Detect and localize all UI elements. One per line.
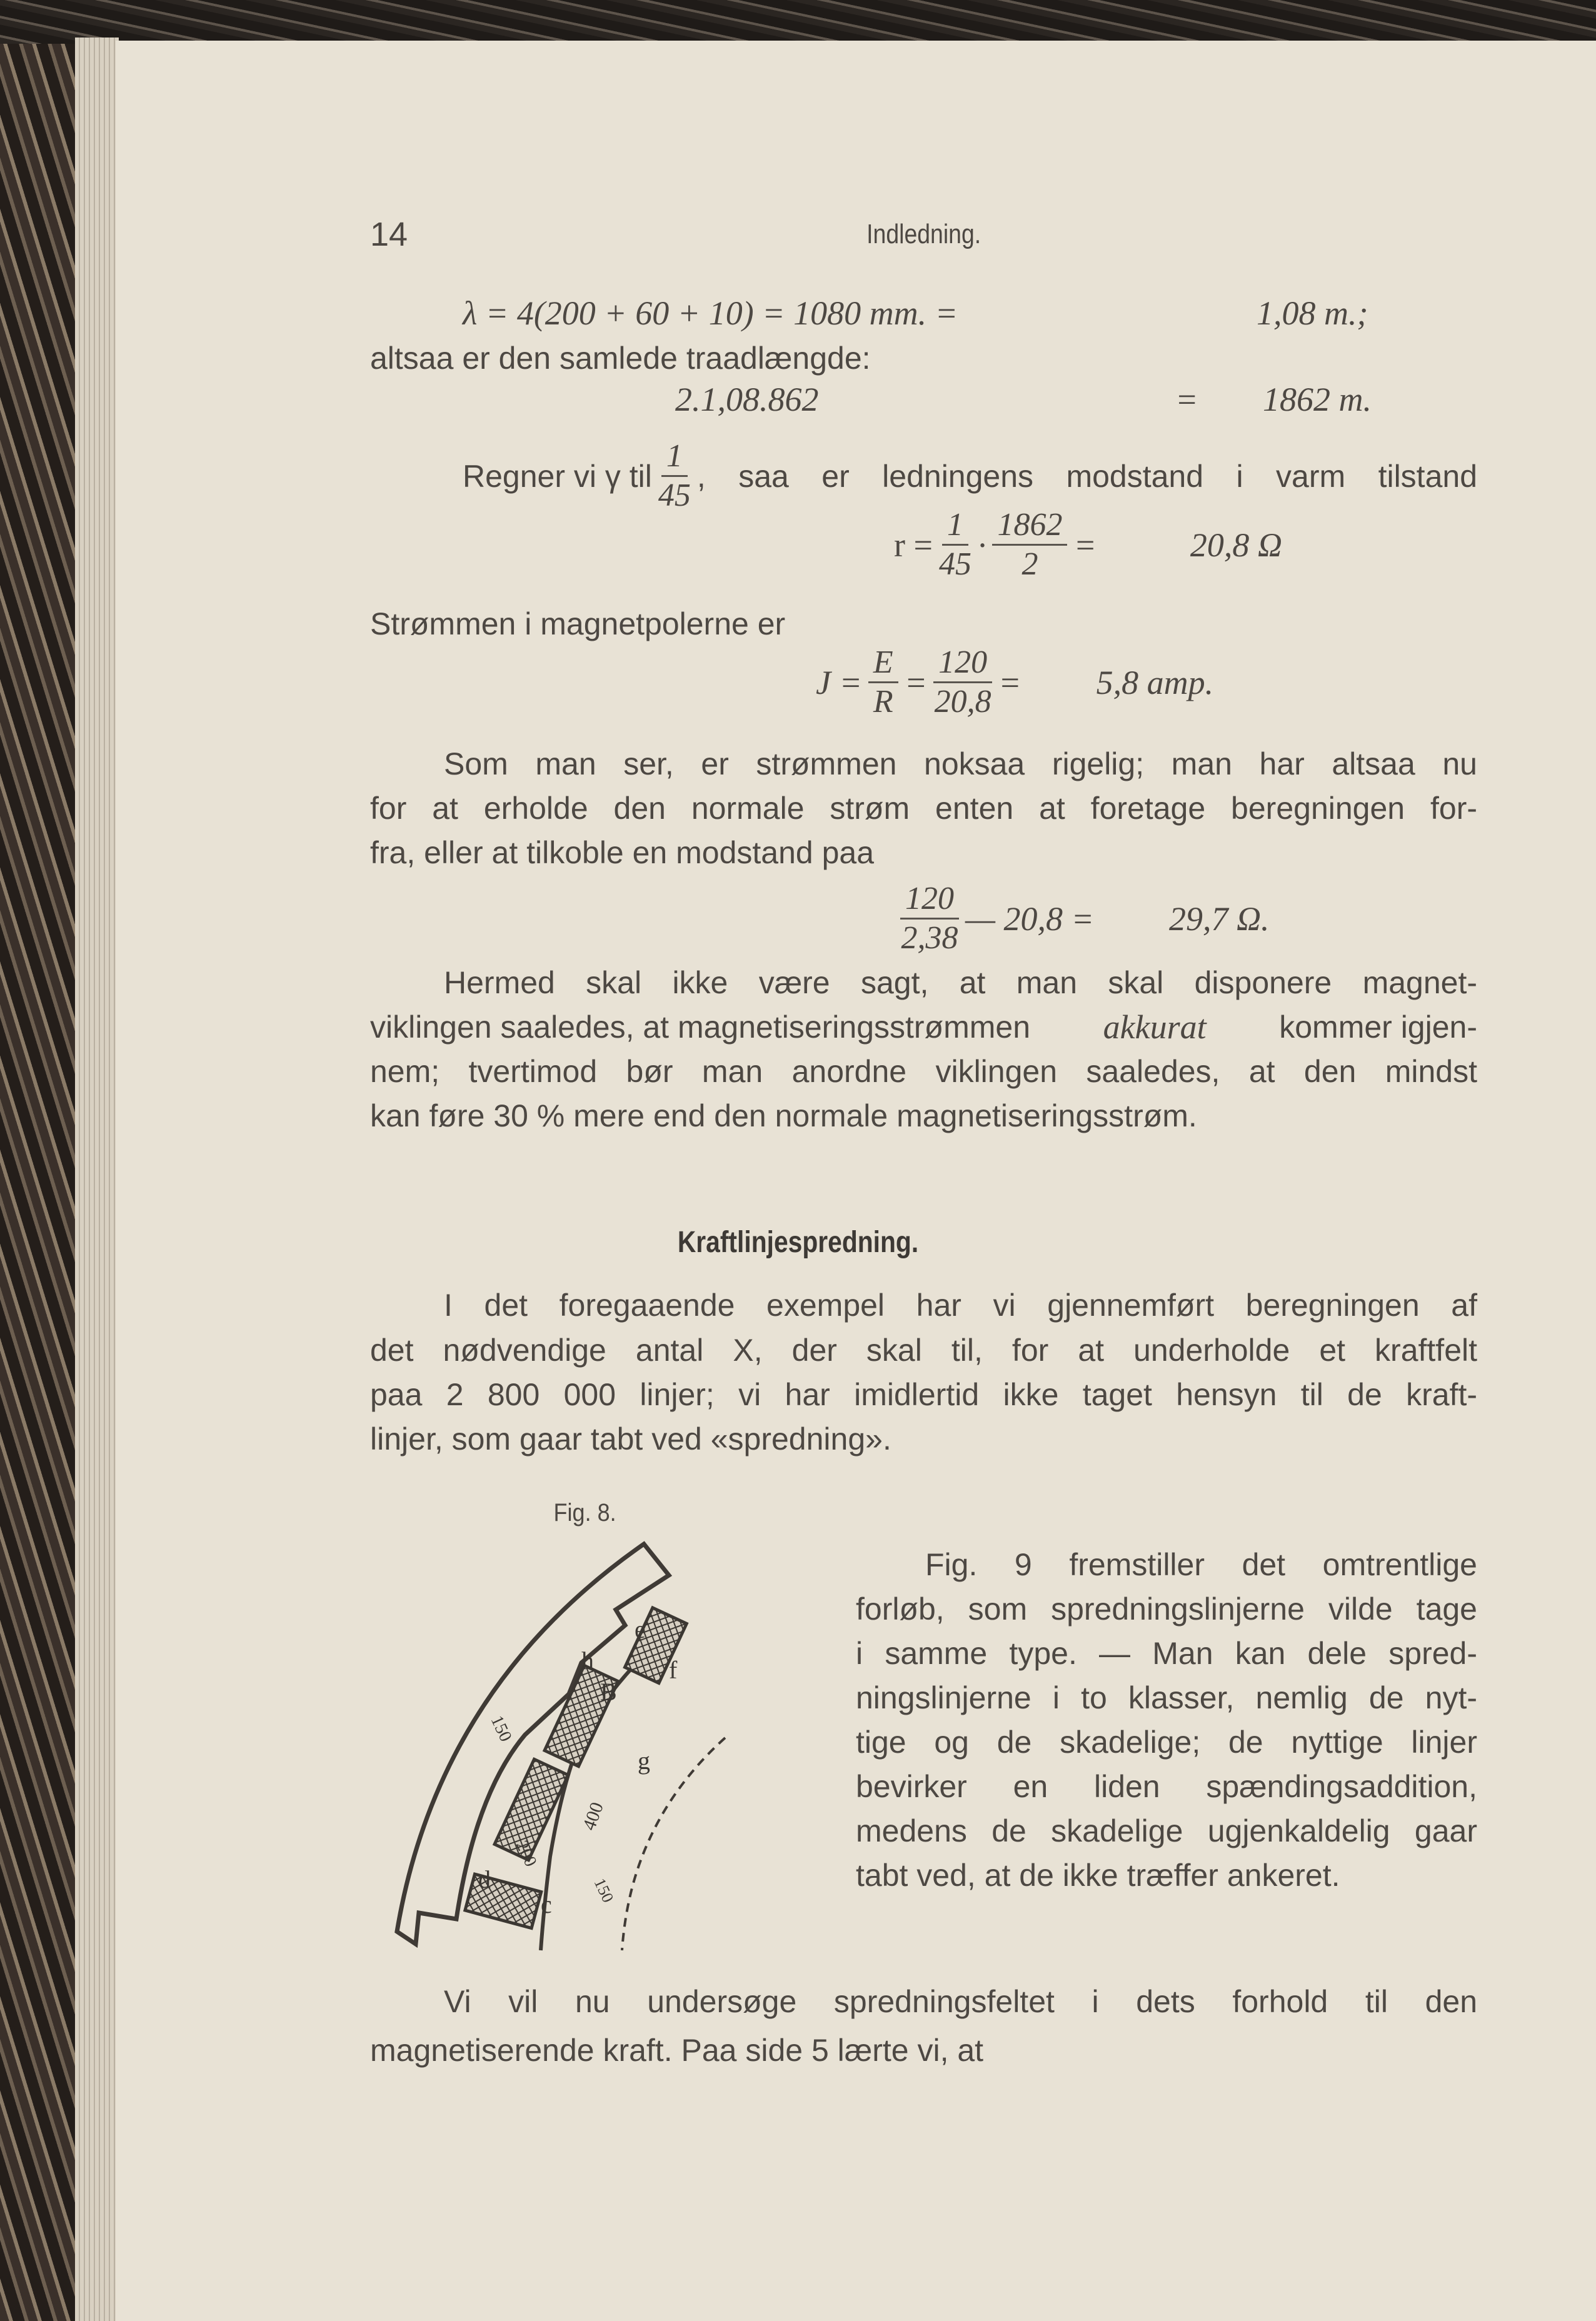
figure-label: d	[478, 1865, 491, 1893]
text-line: altsaa er den samlede traadlængde:	[370, 341, 871, 376]
text-line-regner	[463, 438, 1477, 514]
text-line: tige og de skadelige; de nyttige linjer	[856, 1725, 1477, 1760]
book-cover-marbled	[0, 0, 75, 2321]
figure-label: 150	[486, 1712, 516, 1745]
text-line: tabt ved, at de ikke træffer ankeret.	[856, 1858, 1340, 1893]
equation-resistance	[894, 506, 1282, 583]
figure-label: h	[581, 1647, 594, 1675]
eq-sign: =	[904, 663, 928, 701]
denominator: 45	[658, 478, 691, 513]
denominator: 2,38	[901, 920, 958, 956]
text-line: linjer, som gaar tabt ved «spredning».	[370, 1421, 891, 1456]
text-line: Fig. 9 fremstiller det omtrentlige	[925, 1547, 1477, 1582]
text-line: paa 2 800 000 linjer; vi har imidlertid ikke taget hensyn til de kraft-	[370, 1377, 1477, 1412]
fraction	[658, 438, 691, 514]
text-line: medens de skadelige ugjenkaldelig gaar	[856, 1813, 1477, 1848]
numerator: 1862	[992, 506, 1067, 546]
text-line: Som man ser, er strømmen noksaa rigelig; man har altsaa nu	[444, 746, 1477, 781]
text-line: i samme type. — Man kan dele spred-	[856, 1636, 1477, 1671]
figure-magnet-pole-diagram	[375, 1531, 825, 1957]
text-line: Strømmen i magnetpolerne er	[370, 606, 786, 641]
eq-rhs: 20,8 Ω	[1190, 526, 1282, 564]
figure-label: 200	[511, 1837, 541, 1870]
eq-lhs: λ = 4(200 + 60 + 10) = 1080 mm. =	[463, 294, 958, 332]
eq-sign: =	[1073, 526, 1097, 564]
eq-sign: =	[998, 663, 1021, 701]
equation-current	[816, 644, 1213, 721]
fraction	[900, 880, 959, 957]
figure-label: 150	[590, 1875, 618, 1905]
equation-wire-length	[463, 294, 1368, 333]
text: , saa er ledningens modstand i varm tilstand	[696, 458, 1477, 494]
eq-lhs: 2.1,08.862	[675, 381, 819, 418]
text-line: I det foregaaende exempel har vi gjennemført beregningen af	[444, 1288, 1477, 1323]
equation-total-length	[675, 380, 1388, 419]
eq-lhs: J =	[816, 663, 862, 701]
eq-lhs: r =	[894, 526, 933, 564]
denominator: R	[873, 684, 893, 719]
figure-caption: Fig. 8.	[553, 1499, 616, 1526]
denominator: 2	[1021, 546, 1038, 582]
text-line: Vi vil nu undersøge spredningsfeltet i dets forhold til den	[444, 1984, 1477, 2019]
eq-mid: — 20,8 =	[965, 900, 1094, 938]
text-line: Hermed skal ikke være sagt, at man skal disponere magnet-	[444, 965, 1477, 1000]
fraction	[992, 506, 1067, 583]
text-line: det nødvendige antal X, der skal til, for at underholde et kraftfelt	[370, 1333, 1477, 1368]
figure-label: 400	[578, 1799, 608, 1833]
dot: ·	[977, 526, 986, 564]
eq-rhs: 1862 m.	[1263, 381, 1372, 418]
page-edges	[75, 38, 119, 2321]
text-line	[370, 1008, 1477, 1046]
numerator: E	[868, 644, 898, 683]
text-line: magnetiserende kraft. Paa side 5 lærte vi, at	[370, 2033, 984, 2068]
section-heading: Kraftlinjespredning.	[677, 1226, 919, 1259]
fraction	[933, 644, 992, 721]
text-line: nem; tvertimod bør man anordne viklingen saaledes, at den mindst	[370, 1054, 1477, 1089]
figure-label: B	[600, 1678, 617, 1706]
numerator: 120	[933, 644, 992, 683]
text: viklingen saaledes, at magnetiseringsstrømmen	[370, 1010, 1031, 1045]
figure-label: g	[638, 1747, 650, 1775]
numerator: 1	[942, 506, 968, 546]
text-line: forløb, som spredningslinjerne vilde tage	[856, 1592, 1477, 1627]
italic-text: akkurat	[1103, 1008, 1207, 1046]
text-line: fra, eller at tilkoble en modstand paa	[370, 835, 875, 870]
running-title: Indledning.	[866, 219, 981, 249]
text-line: kan føre 30 % mere end den normale magnetiseringsstrøm.	[370, 1098, 1197, 1133]
eq-rhs: 1,08 m.;	[1257, 294, 1368, 332]
figure-label: f	[669, 1656, 678, 1684]
equation-resistor	[894, 880, 1270, 957]
fraction	[868, 644, 898, 721]
book-cover-top	[0, 0, 1596, 44]
fraction	[939, 506, 971, 583]
numerator: 1	[661, 438, 688, 477]
text-line: ningslinjerne i to klasser, nemlig de nyt-	[856, 1680, 1477, 1715]
text-line: bevirker en liden spændingsaddition,	[856, 1769, 1477, 1804]
figure-label: e	[635, 1615, 646, 1643]
eq-rhs: 5,8 amp.	[1096, 663, 1214, 701]
text: kommer igjen-	[1279, 1010, 1477, 1045]
eq-rhs: 29,7 Ω.	[1168, 900, 1270, 938]
text: Regner vi γ til	[463, 458, 652, 494]
denominator: 45	[938, 546, 971, 582]
eq-sign: =	[1175, 381, 1198, 418]
numerator: 120	[900, 880, 959, 920]
page-number: 14	[370, 216, 408, 253]
figure-label: c	[541, 1890, 552, 1918]
text-line: for at erholde den normale strøm enten at foretage beregningen for-	[370, 791, 1477, 826]
denominator: 20,8	[934, 684, 991, 719]
